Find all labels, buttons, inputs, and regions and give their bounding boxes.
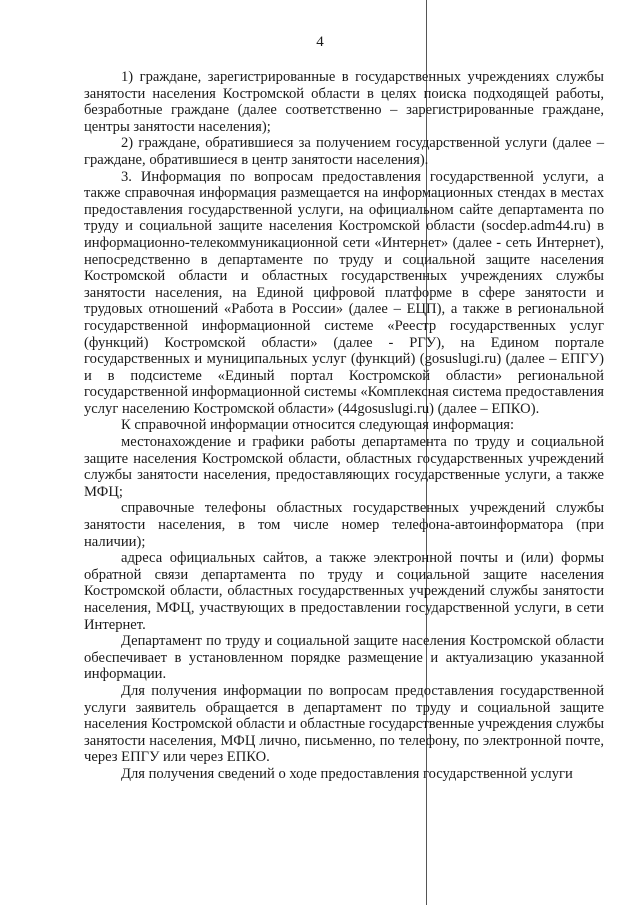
paragraph: 2) гражданe, обратившиеся за получением государственной услуги (далее – граждане, обратившиеся в центр занятости населения). — [84, 135, 604, 168]
paragraph: местонахождение и графики работы департамента по труду и социальной защите населения Костромской области, областных государственных учреждений службы занятости населения, предоставляющих государственные услуги, а также МФЦ; — [84, 434, 604, 500]
document-body — [84, 69, 604, 783]
paragraph: К справочной информации относится следующая информация: — [121, 417, 515, 434]
paragraph: 1) граждане, зарегистрированные в государственных учреждениях службы занятости населения Костромской области в целях поиска подходящей работы, безработные граждане (далее соответственно – зарегистрированные граждане, центры занятости населения); — [84, 69, 604, 135]
paragraph: адреса официальных сайтов, а также электронной почты и (или) формы обратной связи департамента по труду и социальной защите населения Костромской области, областных государственных учреждений службы занятости населения, МФЦ, участвующих в предоставлении государственной услуги, в сети Интернет. — [84, 550, 604, 633]
paragraph: справочные телефоны областных государственных учреждений службы занятости населения, в том числе номер телефона-автоинформатора (при наличии); — [84, 500, 604, 550]
paragraph: 3. Информация по вопросам предоставления государственной услуги, а также справочная информация размещается на информационных стендах в местах предоставления государственной услуги, на официальном сайте департамента по труду и социальной защите населения Костромской области (socdep.adm44.ru) в информационно-телекоммуникационной сети «Интернет» (далее - сеть Интернет), непосредственно в департаменте по труду и социальной защите населения Костромской области и областных государственных учреждениях службы занятости населения, на Единой цифровой платформе в сфере занятости и трудовых отношений «Работа в России» (далее – ЕЦП), а также в региональной государственной информационной системе «Реестр государственных услуг (функций) Костромской области» (далее - РГУ), на Едином портале государственных и муниципальных услуг (функций) (gosuslugi.ru) (далее – ЕПГУ) и в подсистеме «Единый портал Костромской области» региональной государственной информационной системы «Комплексная система предоставления услуг населению Костромской области» (44gosuslugi.ru) (далее – ЕПКО). — [84, 168, 604, 417]
paragraph: Департамент по труду и социальной защите населения Костромской области обеспечивает в установленном порядке размещение и актуализацию указанной информации. — [84, 633, 604, 683]
paragraph: Для получения информации по вопросам предоставления государственной услуги заявитель обращается в департамент по труду и социальной защите населения Костромской области и областные государственные учреждения службы занятости населения, МФЦ лично, письменно, по телефону, по электронной почте, через ЕПГУ или через ЕПКО. — [84, 682, 604, 766]
page-number: 4 — [316, 34, 324, 50]
paragraph: Для получения сведений о ходе предоставления государственной услуги — [121, 765, 573, 782]
